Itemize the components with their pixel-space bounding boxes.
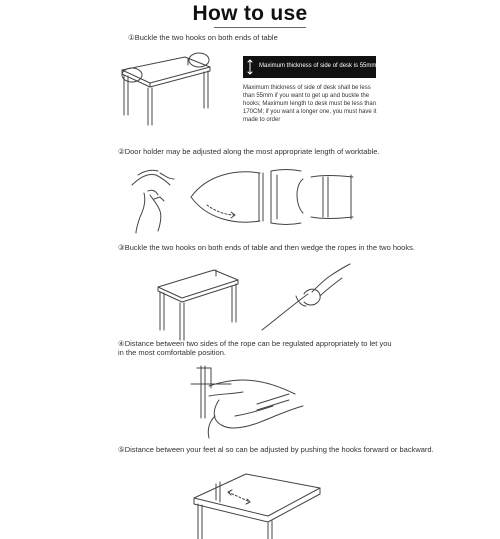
- page-title: How to use: [192, 2, 308, 25]
- step-2-buckle-illustration: [265, 165, 365, 235]
- step-5-label: ⑤Distance between your feet al so can be adjusted by pushing the hooks forward or backward.: [118, 445, 434, 454]
- step-2-rope-loop-illustration: [185, 165, 270, 230]
- step-4-label-continued: in the most comfortable position.: [118, 348, 226, 357]
- step-3-hook-hand-illustration: [260, 258, 360, 338]
- step-2-hands-illustration: [130, 165, 190, 235]
- callout-text: Maximum thickness of side of desk is 55mm;: [259, 63, 379, 69]
- step-1-table-illustration: [110, 45, 220, 127]
- thickness-arrow-icon: [247, 59, 254, 75]
- step-1-label: ①Buckle the two hooks on both ends of table: [128, 33, 278, 42]
- dimension-note: Maximum thickness of side of desk shall be less than 55mm if you want to get up and buckle the hooks; Maximum length to desk must be less than 170CM; if you want a longer one, you must have it made to order: [243, 85, 377, 121]
- step-4-label: ④Distance between two sides of the rope can be regulated appropriately to let you: [118, 339, 392, 348]
- step-3-label: ③Buckle the two hooks on both ends of table and then wedge the ropes in the two hooks.: [118, 243, 415, 252]
- step-5-table-illustration: [190, 468, 325, 539]
- step-4-feet-illustration: [185, 358, 310, 443]
- step-3-table-illustration: [150, 262, 245, 344]
- step-2-label: ②Door holder may be adjusted along the most appropriate length of worktable.: [118, 147, 380, 156]
- title-underline: [214, 27, 306, 28]
